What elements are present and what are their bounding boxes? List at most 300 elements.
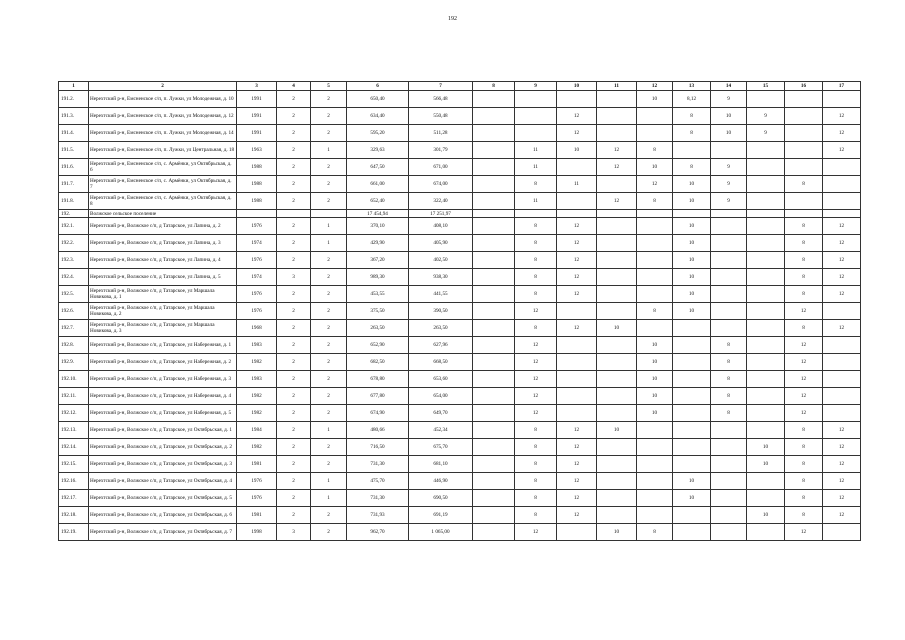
value-cell: 550,48 [409,108,473,125]
value-cell [673,439,711,456]
value-cell: 2 [311,354,347,371]
row-number-cell: 191.4. [59,125,89,142]
value-cell: 2 [311,456,347,473]
value-cell: 12 [597,142,637,159]
value-cell: 1981 [237,507,277,524]
value-cell [673,371,711,388]
table-row [59,125,861,142]
value-cell: 12 [515,371,557,388]
value-cell: 1998 [237,524,277,541]
column-header: 4 [277,82,311,91]
value-cell: 10 [637,159,673,176]
value-cell: 674,00 [409,176,473,193]
column-header: 1 [59,82,89,91]
value-cell [711,269,747,286]
value-cell: 12 [557,269,597,286]
value-cell: 3 [277,269,311,286]
value-cell [473,507,515,524]
value-cell [557,337,597,354]
value-cell [637,422,673,439]
value-cell: 9 [711,91,747,108]
value-cell [597,108,637,125]
value-cell [597,303,637,320]
value-cell: 677,80 [347,388,409,405]
address-cell: Нерехтский р-н, Емсненское с/п, с. Армёнки, ул Октябрьская, д. 8 [89,193,237,210]
value-cell: 12 [597,159,637,176]
value-cell: 9 [747,125,785,142]
value-cell [673,320,711,337]
table-row [59,320,861,337]
value-cell: 8 [673,125,711,142]
value-cell [597,405,637,422]
value-cell: 962,70 [347,524,409,541]
value-cell [637,490,673,507]
value-cell: 8 [785,473,823,490]
value-cell [711,286,747,303]
table-row [59,337,861,354]
value-cell: 1976 [237,473,277,490]
value-cell: 11 [557,176,597,193]
row-number-cell: 192.12. [59,405,89,422]
value-cell [747,490,785,507]
value-cell: 2 [311,303,347,320]
value-cell: 1982 [237,354,277,371]
column-header: 2 [89,82,237,91]
value-cell [557,524,597,541]
value-cell [515,108,557,125]
row-number-cell: 192.14. [59,439,89,456]
value-cell: 322,40 [409,193,473,210]
value-cell: 446,90 [409,473,473,490]
value-cell: 989,30 [347,269,409,286]
value-cell: 12 [823,269,861,286]
value-cell [637,269,673,286]
value-cell: 263,50 [409,320,473,337]
value-cell: 2 [277,388,311,405]
value-cell [711,422,747,439]
value-cell [785,193,823,210]
value-cell: 731,30 [347,456,409,473]
value-cell: 441,55 [409,286,473,303]
value-cell [673,524,711,541]
value-cell [473,252,515,269]
value-cell: 10 [673,490,711,507]
value-cell [597,125,637,142]
value-cell: 12 [557,456,597,473]
value-cell: 8 [785,252,823,269]
value-cell: 12 [557,125,597,142]
value-cell [711,490,747,507]
value-cell: 12 [557,422,597,439]
value-cell: 2 [277,159,311,176]
value-cell: 390,50 [409,303,473,320]
row-number-cell: 192.7. [59,320,89,337]
value-cell: 1 [311,218,347,235]
value-cell: 2 [277,439,311,456]
value-cell [597,337,637,354]
address-cell: Нерехтский р-н, Волжское с/п, д Татарское, ул Лапина, д. 5 [89,269,237,286]
value-cell: 674,90 [347,405,409,422]
value-cell: 1988 [237,159,277,176]
value-cell: 8 [711,337,747,354]
value-cell: 453,55 [347,286,409,303]
value-cell: 12 [597,193,637,210]
column-header: 6 [347,82,409,91]
row-number-cell: 192.9. [59,354,89,371]
value-cell [673,337,711,354]
value-cell [823,405,861,422]
value-cell [473,210,515,218]
value-cell: 1968 [237,320,277,337]
row-number-cell: 192.18. [59,507,89,524]
value-cell: 8 [515,235,557,252]
value-cell: 1982 [237,405,277,422]
value-cell [597,235,637,252]
value-cell [747,176,785,193]
value-cell: 1976 [237,490,277,507]
value-cell: 661,00 [347,176,409,193]
row-number-cell: 192.6. [59,303,89,320]
value-cell: 8 [711,354,747,371]
address-cell: Нерехтский р-н, Волжское с/п, д Татарское, ул Маршала Новикова, д. 1 [89,286,237,303]
value-cell [597,91,637,108]
value-cell [473,108,515,125]
value-cell: 1982 [237,439,277,456]
value-cell [823,159,861,176]
value-cell: 12 [823,439,861,456]
value-cell: 2 [311,337,347,354]
value-cell [785,159,823,176]
row-number-cell: 192.10. [59,371,89,388]
value-cell: 12 [823,142,861,159]
table-row [59,354,861,371]
value-cell [473,456,515,473]
value-cell: 2 [311,507,347,524]
value-cell: 2 [311,193,347,210]
value-cell: 10 [637,388,673,405]
value-cell: 1991 [237,125,277,142]
value-cell: 10 [637,91,673,108]
value-cell: 12 [557,108,597,125]
value-cell: 1983 [237,337,277,354]
value-cell: 2 [311,439,347,456]
table-row [59,252,861,269]
row-number-cell: 192.13. [59,422,89,439]
value-cell: 12 [823,490,861,507]
value-cell: 1976 [237,286,277,303]
value-cell: 2 [311,371,347,388]
column-header: 17 [823,82,861,91]
value-cell: 2 [277,354,311,371]
value-cell [597,388,637,405]
value-cell: 2 [277,252,311,269]
value-cell: 652,90 [347,337,409,354]
value-cell: 668,50 [409,354,473,371]
value-cell: 2 [277,456,311,473]
value-cell [747,422,785,439]
value-cell: 12 [785,371,823,388]
table-row [59,388,861,405]
value-cell: 716,50 [347,439,409,456]
value-cell [515,125,557,142]
address-cell: Нерехтский р-н, Волжское с/п, д Татарское, ул Набережная, д. 2 [89,354,237,371]
value-cell: 8 [785,456,823,473]
value-cell [747,524,785,541]
table-row [59,210,861,218]
row-number-cell: 192.1. [59,218,89,235]
value-cell: 2 [311,286,347,303]
value-cell: 329,63 [347,142,409,159]
value-cell [673,354,711,371]
value-cell: 12 [557,473,597,490]
value-cell: 2 [277,405,311,422]
value-cell: 1 [311,422,347,439]
value-cell [747,473,785,490]
value-cell [473,439,515,456]
value-cell: 10 [637,371,673,388]
value-cell [473,422,515,439]
header-row [59,82,861,91]
column-header: 3 [237,82,277,91]
table-row [59,269,861,286]
value-cell [557,371,597,388]
value-cell: 12 [785,388,823,405]
value-cell [747,337,785,354]
value-cell [747,320,785,337]
address-cell: Нерехтский р-н, Волжское с/п, д Татарское, ул Октябрьская, д. 6 [89,507,237,524]
value-cell: 10 [673,193,711,210]
value-cell [637,108,673,125]
value-cell [711,524,747,541]
row-number-cell: 192.2. [59,235,89,252]
value-cell: 2 [311,320,347,337]
value-cell: 12 [785,354,823,371]
value-cell: 12 [515,354,557,371]
value-cell [711,252,747,269]
value-cell [785,108,823,125]
row-number-cell: 191.5. [59,142,89,159]
value-cell: 8 [673,159,711,176]
value-cell: 2 [277,303,311,320]
value-cell: 10 [557,142,597,159]
value-cell: 2 [277,507,311,524]
value-cell [597,439,637,456]
value-cell: 2 [277,473,311,490]
value-cell [747,159,785,176]
value-cell: 634,40 [347,108,409,125]
value-cell: 2 [311,524,347,541]
address-cell: Нерехтский р-н, Волжское с/п, д Татарское, ул Набережная, д. 3 [89,371,237,388]
value-cell: 17 251,97 [409,210,473,218]
value-cell [237,210,277,218]
value-cell: 647,50 [347,159,409,176]
value-cell: 10 [711,125,747,142]
column-header: 13 [673,82,711,91]
value-cell [473,473,515,490]
value-cell: 2 [311,91,347,108]
value-cell [473,388,515,405]
value-cell: 1 [311,490,347,507]
value-cell: 8 [515,422,557,439]
address-cell: Нерехтский р-н, Волжское с/п, д Татарское, ул Октябрьская, д. 4 [89,473,237,490]
value-cell [673,507,711,524]
value-cell: 9 [747,108,785,125]
value-cell [711,303,747,320]
value-cell [711,235,747,252]
column-header: 10 [557,82,597,91]
column-header: 5 [311,82,347,91]
value-cell: 8 [711,405,747,422]
value-cell [711,439,747,456]
address-cell: Нерехтский р-н, Емсненское с/п, п. Лужки, ул Центральная, д. 18 [89,142,237,159]
value-cell: 2 [277,176,311,193]
value-cell: 375,50 [347,303,409,320]
value-cell: 10 [673,218,711,235]
value-cell [673,142,711,159]
value-cell: 1974 [237,235,277,252]
address-cell: Нерехтский р-н, Волжское с/п, д Татарское, ул Маршала Новикова, д. 3 [89,320,237,337]
value-cell: 17 454,94 [347,210,409,218]
value-cell [637,507,673,524]
value-cell [597,473,637,490]
value-cell: 12 [785,303,823,320]
row-number-cell: 192.16. [59,473,89,490]
value-cell: 1 [311,473,347,490]
value-cell [473,490,515,507]
value-cell: 8 [515,218,557,235]
value-cell [747,303,785,320]
table-row [59,286,861,303]
value-cell: 8 [785,320,823,337]
value-cell: 1 [311,235,347,252]
value-cell [711,456,747,473]
value-cell: 731,93 [347,507,409,524]
value-cell: 8 [673,108,711,125]
value-cell [673,456,711,473]
row-number-cell: 191.8. [59,193,89,210]
value-cell: 2 [277,91,311,108]
address-cell: Нерехтский р-н, Емсненское с/п, с. Армёнки, ул Октябрьская, д. 7 [89,176,237,193]
value-cell [311,210,347,218]
value-cell: 1963 [237,142,277,159]
value-cell [473,176,515,193]
value-cell: 10 [637,354,673,371]
value-cell: 1988 [237,176,277,193]
value-cell [747,286,785,303]
value-cell [473,142,515,159]
value-cell [747,354,785,371]
value-cell: 1976 [237,218,277,235]
value-cell: 10 [673,176,711,193]
value-cell: 10 [673,473,711,490]
value-cell [597,507,637,524]
value-cell: 8 [785,439,823,456]
table-row [59,490,861,507]
value-cell: 12 [823,456,861,473]
value-cell: 678,80 [347,371,409,388]
value-cell [597,490,637,507]
table-row [59,405,861,422]
value-cell [823,371,861,388]
value-cell: 12 [557,235,597,252]
address-cell: Нерехтский р-н, Волжское с/п, д Татарское, ул Маршала Новикова, д. 2 [89,303,237,320]
value-cell: 367,20 [347,252,409,269]
value-cell [597,456,637,473]
value-cell [597,252,637,269]
value-cell: 12 [823,218,861,235]
value-cell: 8 [637,142,673,159]
value-cell [597,176,637,193]
value-cell: 690,50 [409,490,473,507]
address-cell: Нерехтский р-н, Емсненское с/п, п. Лужки, ул Молодежная, д. 10 [89,91,237,108]
value-cell: 8 [515,490,557,507]
value-cell: 8 [515,456,557,473]
value-cell [597,371,637,388]
value-cell [785,125,823,142]
table-row [59,193,861,210]
value-cell: 9 [711,193,747,210]
value-cell [637,456,673,473]
value-cell: 8 [515,320,557,337]
value-cell: 402,50 [409,252,473,269]
value-cell: 370,10 [347,218,409,235]
column-header: 8 [473,82,515,91]
value-cell [473,269,515,286]
value-cell [711,473,747,490]
value-cell: 650,40 [347,91,409,108]
row-number-cell: 192.4. [59,269,89,286]
value-cell: 12 [557,252,597,269]
address-cell: Нерехтский р-н, Волжское с/п, д Татарское, ул Набережная, д. 5 [89,405,237,422]
value-cell: 452,34 [409,422,473,439]
value-cell: 595,20 [347,125,409,142]
address-cell: Нерехтский р-н, Емсненское с/п, п. Лужки, ул Молодежная, д. 12 [89,108,237,125]
value-cell [747,388,785,405]
value-cell [637,218,673,235]
table-row [59,91,861,108]
value-cell: 8 [515,176,557,193]
value-cell: 8 [785,422,823,439]
address-cell: Нерехтский р-н, Волжское с/п, д Татарское, ул Октябрьская, д. 7 [89,524,237,541]
value-cell: 1991 [237,108,277,125]
value-cell [823,524,861,541]
value-cell: 12 [823,422,861,439]
value-cell [637,235,673,252]
value-cell [557,388,597,405]
value-cell: 8,12 [673,91,711,108]
value-cell: 12 [785,524,823,541]
value-cell [597,269,637,286]
table-body [59,91,861,541]
value-cell: 12 [785,337,823,354]
value-cell: 2 [311,108,347,125]
value-cell: 12 [785,405,823,422]
row-number-cell: 192.17. [59,490,89,507]
address-cell: Нерехтский р-н, Емсненское с/п, п. Лужки, ул Молодежная, д. 14 [89,125,237,142]
row-number-cell: 192.8. [59,337,89,354]
value-cell [597,218,637,235]
value-cell: 11 [515,159,557,176]
value-cell [473,337,515,354]
value-cell [473,303,515,320]
value-cell [473,193,515,210]
value-cell [711,218,747,235]
value-cell: 10 [747,507,785,524]
value-cell: 10 [673,252,711,269]
value-cell: 10 [673,269,711,286]
value-cell [823,210,861,218]
address-cell: Волжское сельское поселение [89,210,237,218]
